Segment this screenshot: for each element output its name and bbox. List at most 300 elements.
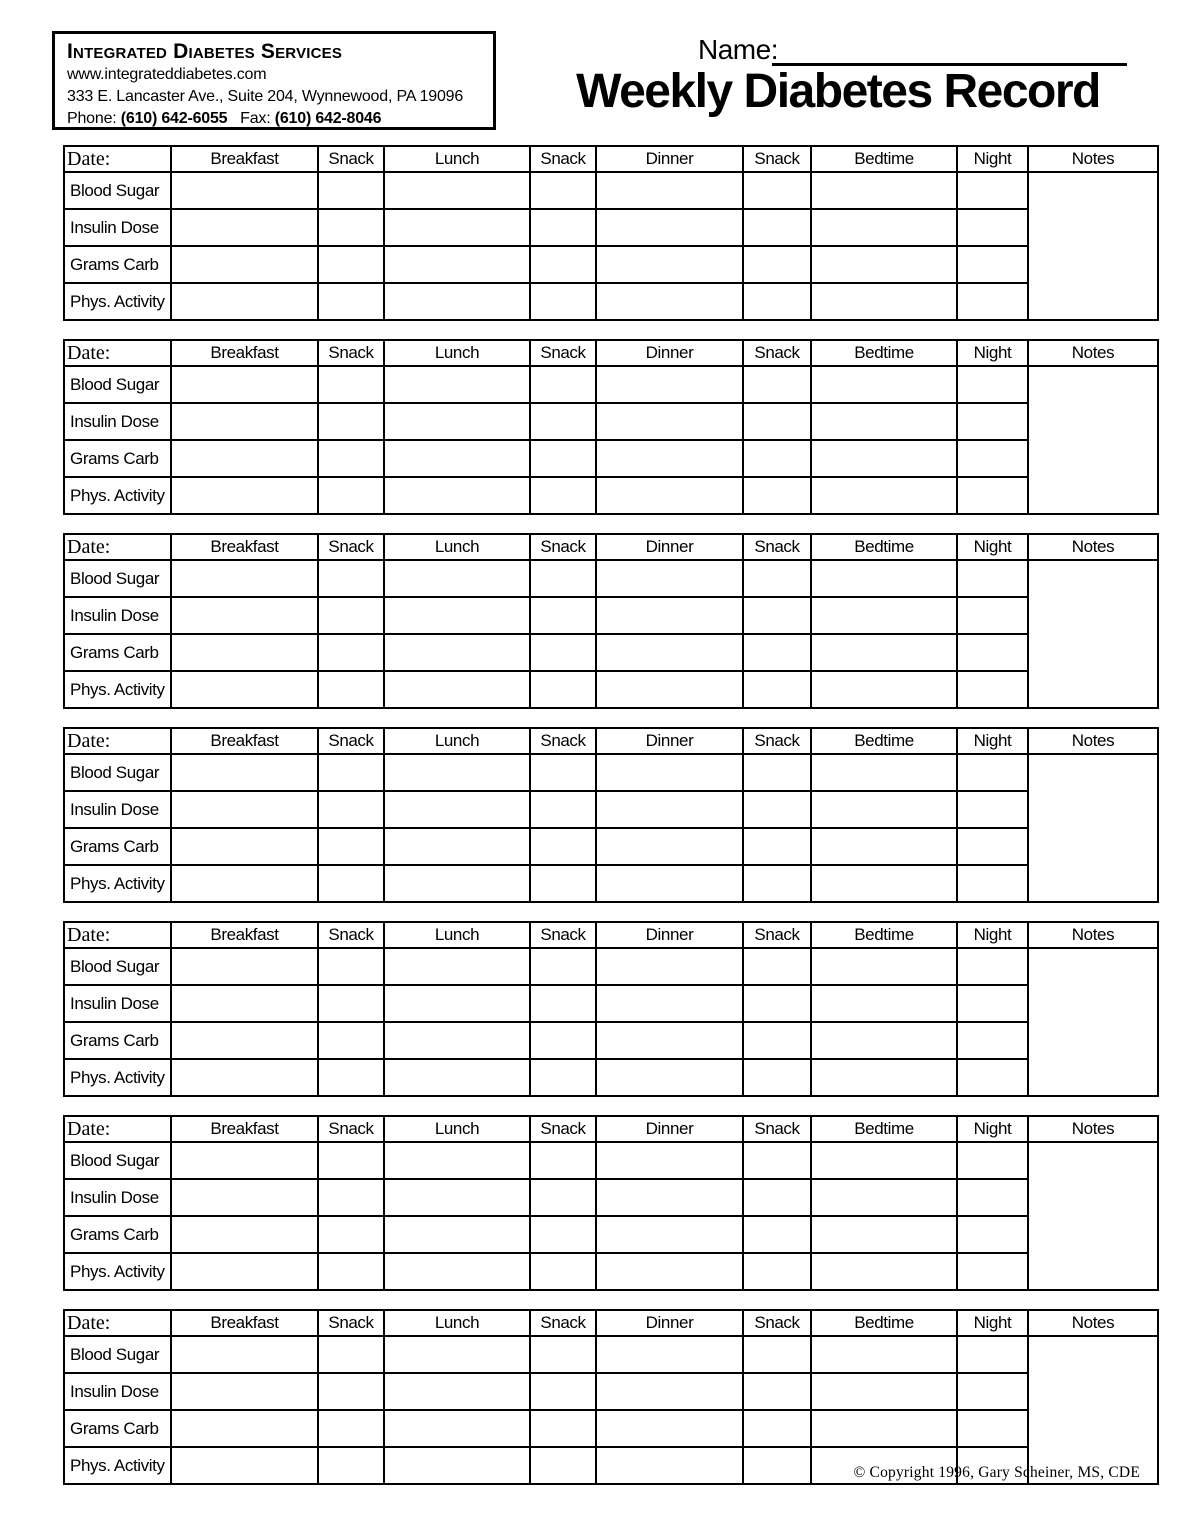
entry-cell [957,828,1028,865]
entry-cell [530,172,596,209]
entry-cell [596,1373,743,1410]
entry-cell [171,1336,318,1373]
col-header-lunch: Lunch [384,340,530,366]
entry-cell [596,754,743,791]
weeks [63,145,1157,1503]
row-label-blood-sugar: Blood Sugar [64,560,171,597]
phone-label: Phone: [67,110,117,127]
entry-cell [530,283,596,320]
col-header-notes: Notes [1028,534,1158,560]
entry-cell [743,1447,811,1484]
row-label-blood-sugar: Blood Sugar [64,366,171,403]
entry-cell [811,283,957,320]
entry-cell [596,1179,743,1216]
col-header-dinner: Dinner [596,1116,743,1142]
entry-cell [957,1179,1028,1216]
row-label-grams-carb: Grams Carb [64,1022,171,1059]
entry-cell [811,1336,957,1373]
date-label: Date: [64,922,171,948]
entry-cell [384,1022,530,1059]
entry-cell [957,477,1028,514]
entry-cell [171,985,318,1022]
entry-cell [743,1216,811,1253]
col-header-snack-eve: Snack [743,922,811,948]
col-header-snack-pm: Snack [530,728,596,754]
entry-cell [957,440,1028,477]
entry-cell [957,560,1028,597]
entry-cell [318,828,384,865]
entry-cell [530,597,596,634]
col-header-notes: Notes [1028,1116,1158,1142]
entry-cell [318,985,384,1022]
date-label: Date: [64,1116,171,1142]
entry-cell [743,477,811,514]
entry-cell [384,1447,530,1484]
date-label: Date: [64,340,171,366]
notes-cell [1028,948,1158,1096]
col-header-snack-pm: Snack [530,922,596,948]
entry-cell [743,1336,811,1373]
row-label-blood-sugar: Blood Sugar [64,754,171,791]
col-header-snack-am: Snack [318,728,384,754]
entry-cell [530,246,596,283]
entry-cell [384,366,530,403]
entry-cell [171,828,318,865]
entry-cell [811,671,957,708]
col-header-breakfast: Breakfast [171,1116,318,1142]
col-header-snack-pm: Snack [530,1310,596,1336]
col-header-notes: Notes [1028,146,1158,172]
entry-cell [811,634,957,671]
entry-cell [384,440,530,477]
entry-cell [318,754,384,791]
entry-cell [957,1142,1028,1179]
entry-cell [596,246,743,283]
row-label-phys-activity: Phys. Activity [64,671,171,708]
entry-cell [743,283,811,320]
entry-cell [811,440,957,477]
clinic-address: 333 E. Lancaster Ave., Suite 204, Wynnewood, PA 19096 [67,88,464,105]
entry-cell [811,1373,957,1410]
entry-cell [811,1179,957,1216]
date-label: Date: [64,146,171,172]
entry-cell [318,1059,384,1096]
entry-cell [811,985,957,1022]
entry-cell [743,403,811,440]
entry-cell [318,1179,384,1216]
entry-cell [811,865,957,902]
entry-cell [171,1179,318,1216]
notes-cell [1028,560,1158,708]
entry-cell [384,754,530,791]
row-label-phys-activity: Phys. Activity [64,477,171,514]
row-label-grams-carb: Grams Carb [64,440,171,477]
notes-cell [1028,366,1158,514]
week-table [63,339,1159,515]
entry-cell [743,948,811,985]
entry-cell [530,403,596,440]
col-header-night: Night [957,1310,1028,1336]
entry-cell [318,403,384,440]
entry-cell [957,1253,1028,1290]
entry-cell [530,1059,596,1096]
entry-cell [384,1216,530,1253]
entry-cell [318,366,384,403]
col-header-lunch: Lunch [384,1310,530,1336]
row-label-grams-carb: Grams Carb [64,1216,171,1253]
entry-cell [743,172,811,209]
col-header-breakfast: Breakfast [171,534,318,560]
entry-cell [596,828,743,865]
col-header-bedtime: Bedtime [811,534,957,560]
col-header-night: Night [957,728,1028,754]
col-header-snack-eve: Snack [743,1116,811,1142]
entry-cell [530,671,596,708]
entry-cell [384,283,530,320]
entry-cell [957,403,1028,440]
entry-cell [811,1410,957,1447]
entry-cell [743,1410,811,1447]
entry-cell [743,791,811,828]
entry-cell [811,754,957,791]
col-header-lunch: Lunch [384,1116,530,1142]
entry-cell [318,1142,384,1179]
entry-cell [318,791,384,828]
col-header-dinner: Dinner [596,922,743,948]
entry-cell [811,366,957,403]
entry-cell [384,865,530,902]
col-header-snack-eve: Snack [743,340,811,366]
entry-cell [957,985,1028,1022]
entry-cell [171,754,318,791]
entry-cell [596,1142,743,1179]
entry-cell [171,1447,318,1484]
entry-cell [384,1179,530,1216]
notes-cell [1028,172,1158,320]
row-label-phys-activity: Phys. Activity [64,1447,171,1484]
entry-cell [318,1022,384,1059]
col-header-snack-am: Snack [318,1116,384,1142]
entry-cell [811,246,957,283]
col-header-snack-am: Snack [318,534,384,560]
date-label: Date: [64,534,171,560]
entry-cell [171,948,318,985]
entry-cell [957,791,1028,828]
col-header-night: Night [957,340,1028,366]
entry-cell [811,1022,957,1059]
entry-cell [596,1022,743,1059]
entry-cell [318,671,384,708]
entry-cell [743,246,811,283]
week-table [63,1309,1159,1485]
row-label-insulin-dose: Insulin Dose [64,791,171,828]
entry-cell [743,1022,811,1059]
entry-cell [957,948,1028,985]
entry-cell [318,948,384,985]
entry-cell [530,440,596,477]
entry-cell [530,1142,596,1179]
name-row [698,34,778,66]
entry-cell [384,560,530,597]
col-header-lunch: Lunch [384,146,530,172]
entry-cell [384,985,530,1022]
entry-cell [811,172,957,209]
row-label-insulin-dose: Insulin Dose [64,985,171,1022]
entry-cell [384,1373,530,1410]
entry-cell [530,985,596,1022]
entry-cell [811,560,957,597]
entry-cell [743,1253,811,1290]
col-header-notes: Notes [1028,922,1158,948]
col-header-bedtime: Bedtime [811,1310,957,1336]
entry-cell [596,1216,743,1253]
row-label-phys-activity: Phys. Activity [64,865,171,902]
entry-cell [957,283,1028,320]
entry-cell [171,477,318,514]
col-header-snack-am: Snack [318,146,384,172]
col-header-night: Night [957,1116,1028,1142]
entry-cell [318,477,384,514]
entry-cell [384,1410,530,1447]
entry-cell [743,671,811,708]
row-label-phys-activity: Phys. Activity [64,1253,171,1290]
page-title: Weekly Diabetes Record [576,65,1100,118]
fax-number: (610) 642-8046 [274,110,382,127]
date-label: Date: [64,1310,171,1336]
notes-cell [1028,754,1158,902]
entry-cell [318,634,384,671]
entry-cell [596,560,743,597]
row-label-grams-carb: Grams Carb [64,1410,171,1447]
entry-cell [957,865,1028,902]
col-header-bedtime: Bedtime [811,146,957,172]
week-table [63,145,1159,321]
entry-cell [596,172,743,209]
entry-cell [811,403,957,440]
entry-cell [384,477,530,514]
col-header-snack-pm: Snack [530,1116,596,1142]
col-header-bedtime: Bedtime [811,1116,957,1142]
entry-cell [318,1410,384,1447]
col-header-dinner: Dinner [596,146,743,172]
row-label-insulin-dose: Insulin Dose [64,403,171,440]
entry-cell [530,1216,596,1253]
col-header-snack-pm: Snack [530,340,596,366]
entry-cell [957,209,1028,246]
entry-cell [596,597,743,634]
row-label-insulin-dose: Insulin Dose [64,1179,171,1216]
entry-cell [318,560,384,597]
entry-cell [743,1059,811,1096]
col-header-night: Night [957,146,1028,172]
clinic-website: www.integrateddiabetes.com [67,66,267,83]
entry-cell [811,791,957,828]
entry-cell [384,1336,530,1373]
entry-cell [171,283,318,320]
clinic-info-box [52,31,496,130]
col-header-notes: Notes [1028,1310,1158,1336]
entry-cell [171,1410,318,1447]
entry-cell [596,985,743,1022]
week-table [63,727,1159,903]
entry-cell [384,246,530,283]
entry-cell [318,597,384,634]
entry-cell [957,1336,1028,1373]
entry-cell [530,791,596,828]
entry-cell [318,440,384,477]
entry-cell [743,597,811,634]
entry-cell [171,671,318,708]
entry-cell [596,209,743,246]
entry-cell [811,1216,957,1253]
entry-cell [171,246,318,283]
col-header-snack-am: Snack [318,340,384,366]
copyright-notice: © Copyright 1996, Gary Scheiner, MS, CDE [853,1464,1140,1481]
entry-cell [171,560,318,597]
entry-cell [596,948,743,985]
entry-cell [171,791,318,828]
entry-cell [811,828,957,865]
entry-cell [171,440,318,477]
entry-cell [318,1253,384,1290]
entry-cell [384,403,530,440]
entry-cell [957,1022,1028,1059]
entry-cell [171,172,318,209]
name-label: Name: [698,34,778,65]
entry-cell [530,560,596,597]
entry-cell [596,477,743,514]
entry-cell [596,1059,743,1096]
entry-cell [384,209,530,246]
col-header-dinner: Dinner [596,728,743,754]
col-header-lunch: Lunch [384,534,530,560]
entry-cell [596,1336,743,1373]
entry-cell [596,440,743,477]
entry-cell [811,1059,957,1096]
col-header-notes: Notes [1028,340,1158,366]
fax-label: Fax: [240,110,271,127]
entry-cell [957,1410,1028,1447]
col-header-snack-eve: Snack [743,1310,811,1336]
col-header-bedtime: Bedtime [811,922,957,948]
entry-cell [318,246,384,283]
entry-cell [171,1142,318,1179]
entry-cell [530,1022,596,1059]
entry-cell [384,948,530,985]
col-header-breakfast: Breakfast [171,340,318,366]
entry-cell [743,754,811,791]
col-header-night: Night [957,534,1028,560]
entry-cell [171,1216,318,1253]
entry-cell [743,1373,811,1410]
entry-cell [596,403,743,440]
row-label-blood-sugar: Blood Sugar [64,1142,171,1179]
entry-cell [171,597,318,634]
entry-cell [596,634,743,671]
col-header-notes: Notes [1028,728,1158,754]
col-header-dinner: Dinner [596,1310,743,1336]
entry-cell [811,1142,957,1179]
col-header-breakfast: Breakfast [171,728,318,754]
entry-cell [384,1059,530,1096]
entry-cell [957,634,1028,671]
entry-cell [743,440,811,477]
col-header-snack-eve: Snack [743,728,811,754]
week-table [63,533,1159,709]
phone-number: (610) 642-6055 [120,110,228,127]
entry-cell [384,671,530,708]
col-header-dinner: Dinner [596,534,743,560]
entry-cell [171,865,318,902]
entry-cell [596,1447,743,1484]
entry-cell [384,828,530,865]
entry-cell [596,1410,743,1447]
entry-cell [171,209,318,246]
row-label-grams-carb: Grams Carb [64,828,171,865]
entry-cell [743,560,811,597]
entry-cell [530,1336,596,1373]
entry-cell [171,366,318,403]
entry-cell [743,1179,811,1216]
clinic-name: Integrated Diabetes Services [67,40,343,63]
entry-cell [530,754,596,791]
row-label-insulin-dose: Insulin Dose [64,1373,171,1410]
entry-cell [530,865,596,902]
entry-cell [811,948,957,985]
col-header-bedtime: Bedtime [811,728,957,754]
row-label-insulin-dose: Insulin Dose [64,597,171,634]
entry-cell [318,283,384,320]
col-header-breakfast: Breakfast [171,922,318,948]
entry-cell [957,1216,1028,1253]
entry-cell [743,985,811,1022]
entry-cell [530,1410,596,1447]
row-label-blood-sugar: Blood Sugar [64,1336,171,1373]
entry-cell [743,634,811,671]
entry-cell [384,634,530,671]
entry-cell [743,828,811,865]
entry-cell [596,865,743,902]
entry-cell [318,1447,384,1484]
row-label-phys-activity: Phys. Activity [64,283,171,320]
notes-cell [1028,1142,1158,1290]
entry-cell [596,791,743,828]
col-header-snack-pm: Snack [530,146,596,172]
entry-cell [596,366,743,403]
entry-cell [171,1373,318,1410]
entry-cell [530,209,596,246]
entry-cell [530,477,596,514]
entry-cell [530,1179,596,1216]
entry-cell [530,1253,596,1290]
row-label-insulin-dose: Insulin Dose [64,209,171,246]
week-table [63,1115,1159,1291]
entry-cell [957,671,1028,708]
entry-cell [811,597,957,634]
date-label: Date: [64,728,171,754]
entry-cell [596,1253,743,1290]
entry-cell [530,634,596,671]
row-label-blood-sugar: Blood Sugar [64,948,171,985]
entry-cell [530,366,596,403]
entry-cell [743,865,811,902]
entry-cell [530,1373,596,1410]
entry-cell [384,1253,530,1290]
entry-cell [384,1142,530,1179]
entry-cell [957,246,1028,283]
entry-cell [957,366,1028,403]
col-header-night: Night [957,922,1028,948]
